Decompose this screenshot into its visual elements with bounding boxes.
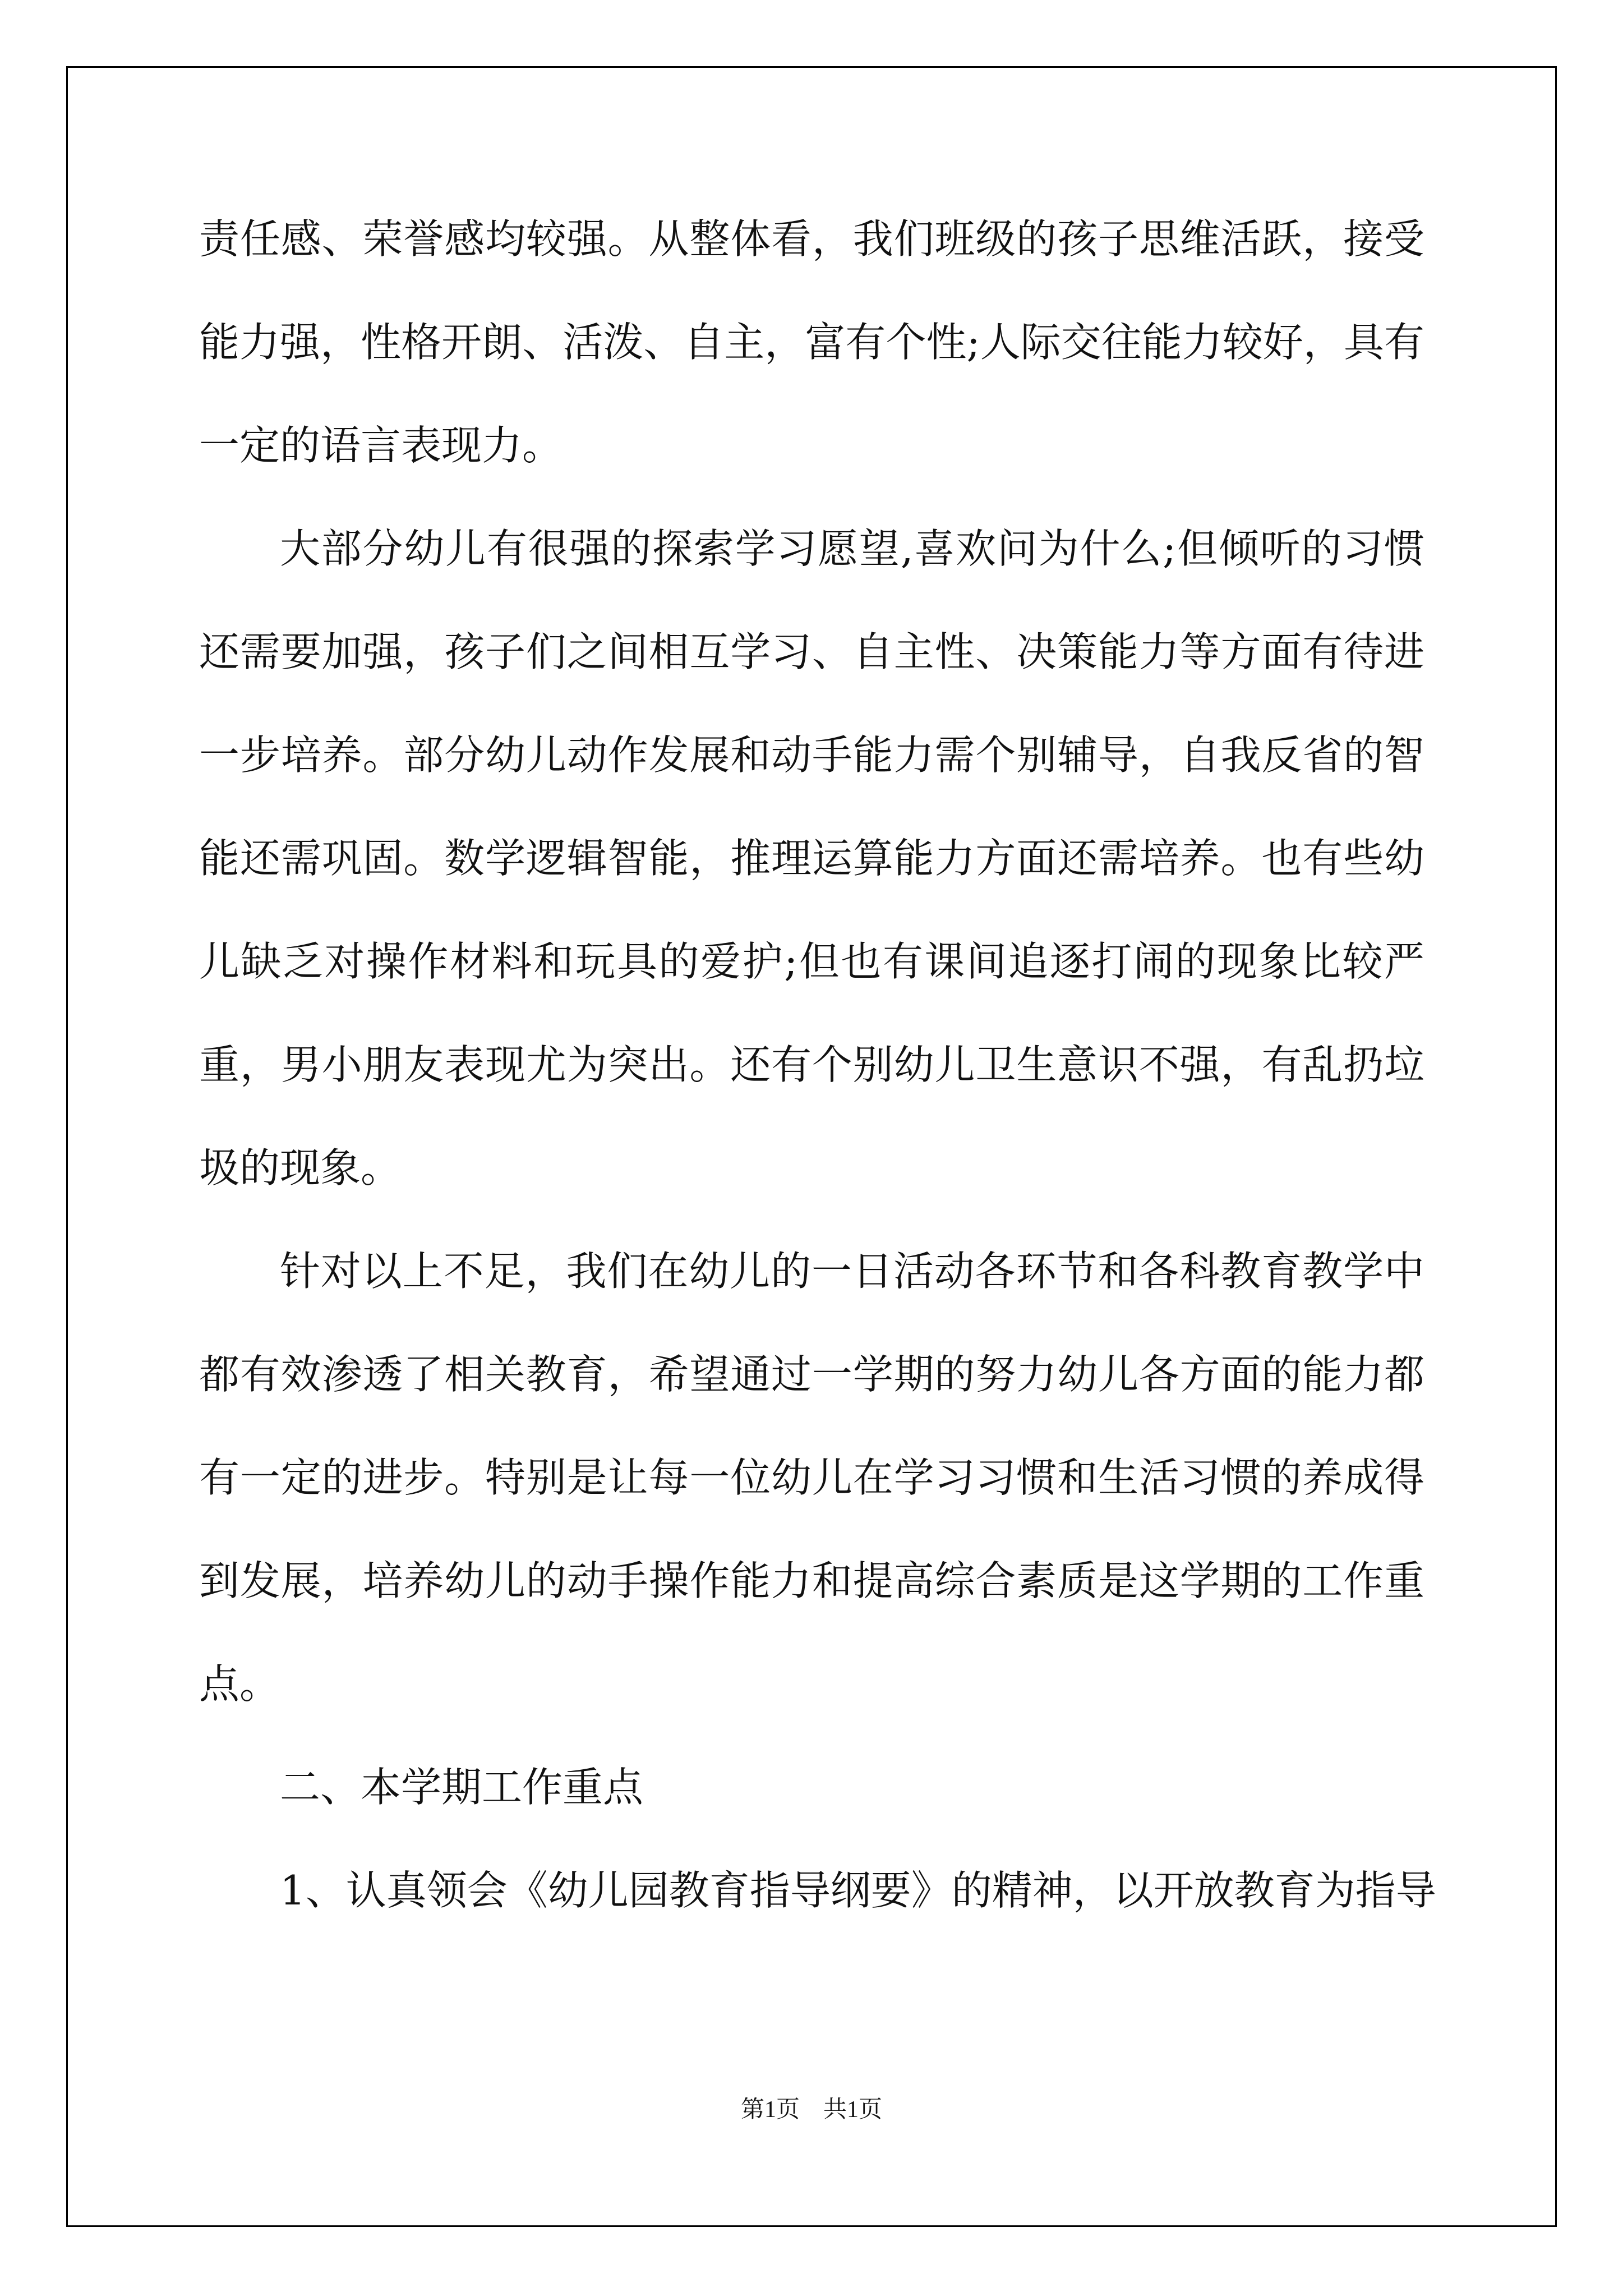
text-line: 儿缺乏对操作材料和玩具的爱护;但也有课间追逐打闹的现象比较严 [199,938,1424,985]
text-line: 有一定的进步。特别是让每一位幼儿在学习习惯和生活习惯的养成得 [199,1454,1424,1501]
section-heading: 二、本学期工作重点 [280,1764,644,1811]
text-line: 大部分幼儿有很强的探索学习愿望,喜欢问为什么;但倾听的习惯 [280,525,1424,572]
document-body [199,215,1436,1973]
text-line: 重，男小朋友表现尤为突出。还有个别幼儿卫生意识不强，有乱扔垃 [199,1041,1424,1088]
text-line: 责任感、荣誉感均较强。从整体看，我们班级的孩子思维活跃，接受 [199,215,1424,263]
text-line: 针对以上不足，我们在幼儿的一日活动各环节和各科教育教学中 [280,1248,1424,1295]
text-line: 能力强，性格开朗、活泼、自主，富有个性;人际交往能力较好，具有 [199,319,1424,366]
text-line: 还需要加强，孩子们之间相互学习、自主性、决策能力等方面有待进 [199,628,1424,675]
text-line: 能还需巩固。数学逻辑智能，推理运算能力方面还需培养。也有些幼 [199,835,1424,882]
text-line: 圾的现象。 [199,1144,402,1191]
text-line: 一定的语言表现力。 [199,422,563,469]
page-footer: 第1页 共1页 [740,2097,882,2123]
text-line: 都有效渗透了相关教育，希望通过一学期的努力幼儿各方面的能力都 [199,1351,1424,1398]
text-line: 1、认真领会《幼儿园教育指导纲要》的精神，以开放教育为指导 [280,1867,1436,1914]
text-line: 到发展，培养幼儿的动手操作能力和提高综合素质是这学期的工作重 [199,1557,1424,1604]
text-line: 点。 [199,1660,280,1708]
text-line: 一步培养。部分幼儿动作发展和动手能力需个别辅导，自我反省的智 [199,731,1424,779]
